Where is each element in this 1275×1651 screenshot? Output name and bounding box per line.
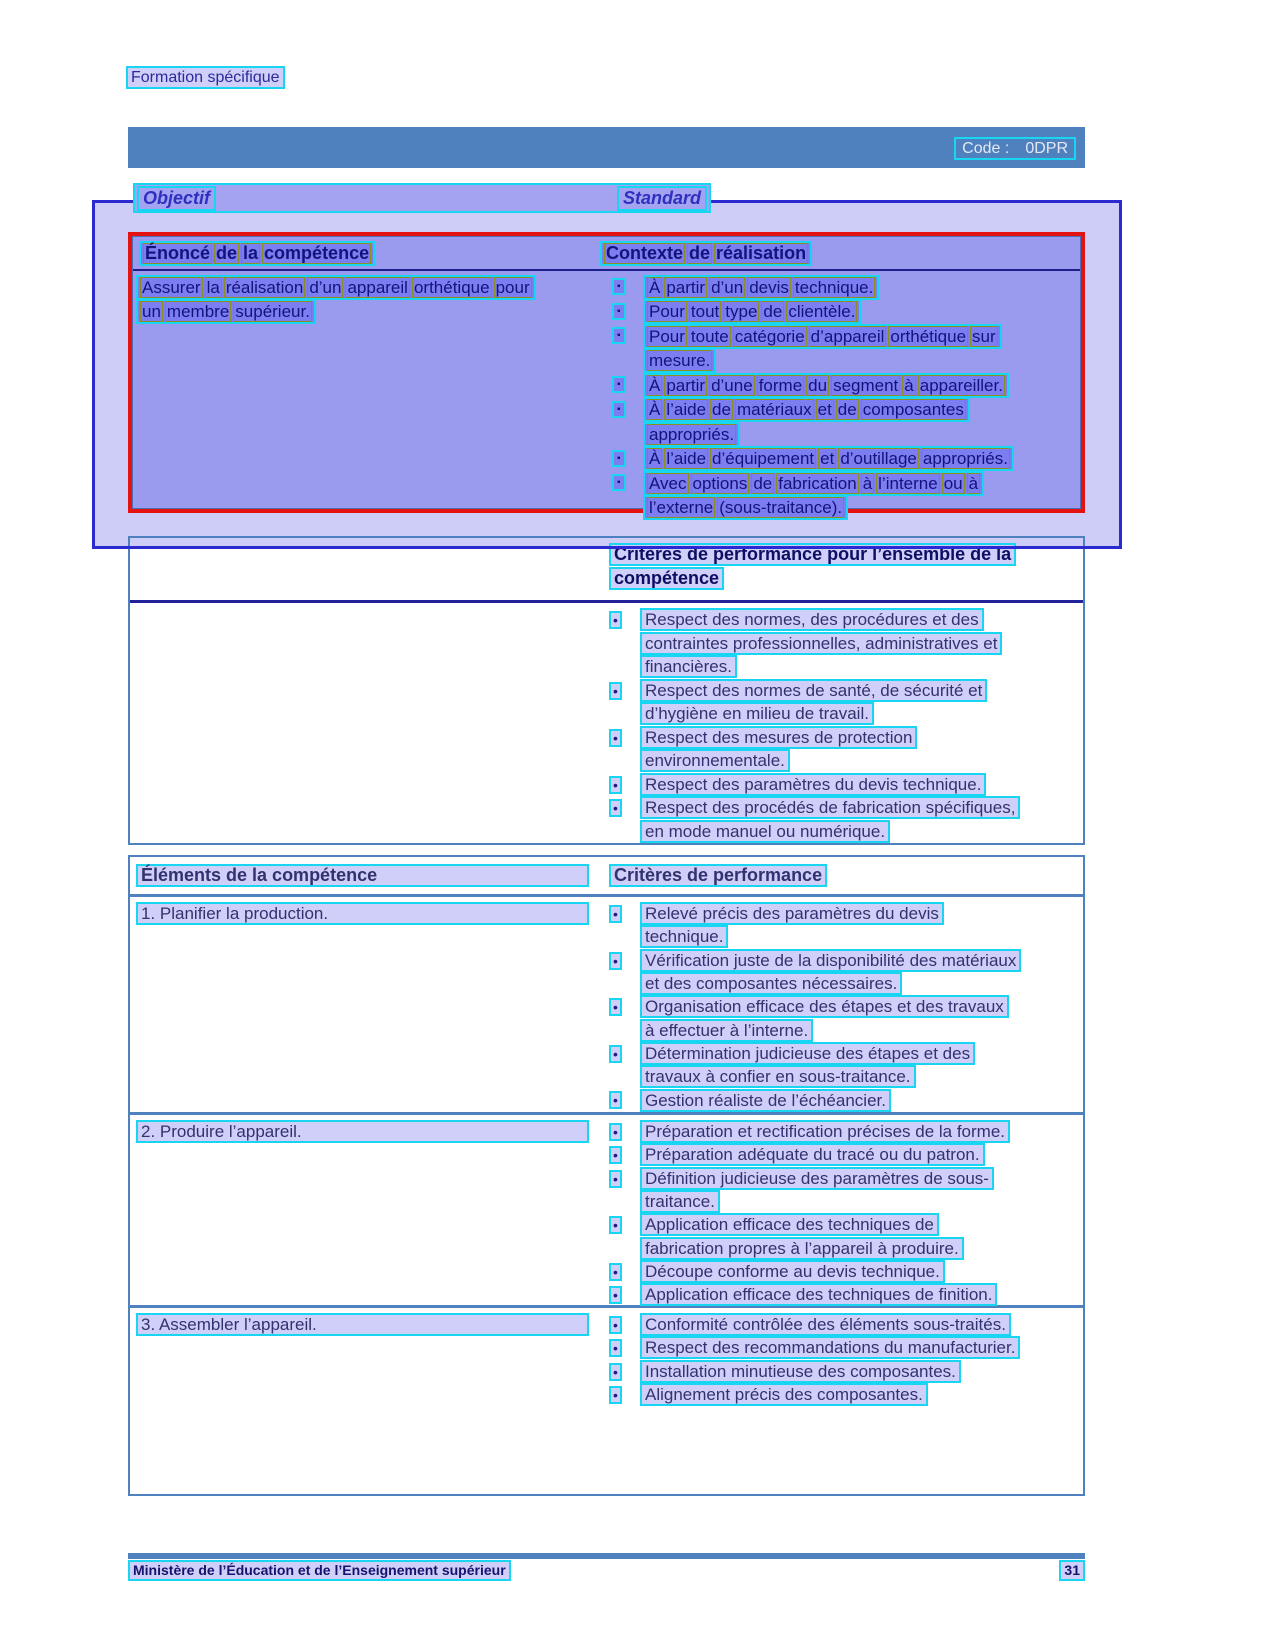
bullet-line [643, 373, 1080, 398]
enonce-header-cell [133, 241, 600, 266]
word-box: Avec [649, 473, 687, 493]
bullet-line [640, 972, 1083, 995]
word-box: de [763, 302, 783, 322]
highlight-box: travaux à confier en sous-traitance. [640, 1065, 916, 1088]
element-line [136, 1313, 597, 1336]
bullet-item [597, 1383, 1083, 1406]
word-box: orthétique [413, 277, 490, 297]
bullet-line [640, 1360, 1083, 1383]
highlight-box: Respect des mesures de protection [640, 726, 917, 749]
highlight-box: technique. [640, 925, 728, 948]
enonce-table [132, 236, 1081, 518]
bullet-icon: • [609, 1339, 622, 1357]
bullet-line [640, 608, 1083, 632]
highlight-box: Alignement précis des composantes. [640, 1383, 928, 1406]
word-box: segment [833, 375, 899, 395]
highlight-box: Définition judicieuse des paramètres de sous- [640, 1167, 994, 1190]
element-label: 1. Planifier la production. [136, 902, 589, 925]
highlight-box [643, 299, 861, 324]
word-box: À [649, 449, 661, 469]
bullet-icon: • [609, 729, 622, 747]
bullet-icon: • [609, 1286, 622, 1304]
text-line [136, 275, 600, 300]
word-box: de [753, 473, 773, 493]
bullet-line [640, 655, 1083, 679]
highlight-box: financières. [640, 655, 737, 678]
bullet-icon: ▪ [612, 376, 626, 393]
highlight-box: d’hygiène en milieu de travail. [640, 702, 874, 725]
highlight-box [643, 275, 879, 300]
bullet-line [640, 995, 1083, 1018]
word-box: mesure. [649, 351, 711, 371]
word-box: de [689, 242, 711, 263]
bullet-line [640, 1313, 1083, 1336]
bullet-item [600, 275, 1080, 300]
elements-header-row [130, 857, 1083, 897]
word-box: l’aide [666, 400, 707, 420]
page-section-label [126, 66, 285, 89]
highlight-box [643, 422, 740, 447]
word-box: appropriés. [649, 424, 735, 444]
contexte-header [600, 241, 812, 266]
element-cell [130, 897, 597, 1112]
word-box: de [837, 400, 857, 420]
enonce-header [139, 241, 375, 266]
highlight-box [643, 348, 716, 373]
footer-rule [128, 1553, 1085, 1559]
criteres-ensemble-cell [597, 608, 1083, 843]
bullet-icon: • [609, 776, 622, 794]
word-box: d’un [711, 277, 744, 297]
bullet-item [597, 1143, 1083, 1166]
bullet-line [640, 773, 1083, 797]
table-row-assembler [130, 1308, 1083, 1406]
bullet-line [640, 1383, 1083, 1406]
word-box: à [862, 473, 873, 493]
word-box: Pour [649, 302, 685, 322]
criteres-ensemble-body-row [130, 603, 1083, 843]
section-heading-row [133, 183, 711, 213]
bullet-icon: • [609, 1316, 622, 1334]
criteres-cell [597, 1115, 1083, 1305]
element-cell [130, 1115, 597, 1305]
criteres-ensemble-header [597, 543, 1083, 600]
bullet-line [640, 702, 1083, 726]
highlight-box [136, 299, 316, 324]
code-label: Code : [962, 140, 1010, 157]
bullet-item [597, 949, 1083, 996]
highlight-box: Installation minutieuse des composantes. [640, 1360, 961, 1383]
word-box: membre [166, 302, 230, 322]
highlight-box: Critères de performance pour l’ensemble de la [609, 543, 1016, 566]
word-box: et [817, 400, 832, 420]
word-box: appareil [347, 277, 408, 297]
text-line [136, 300, 600, 325]
word-box: du [808, 375, 828, 395]
word-box: À [649, 400, 661, 420]
word-box: d’outillage [840, 449, 917, 469]
highlight-box: Préparation adéquate du tracé ou du patron. [640, 1143, 985, 1166]
highlight-box: compétence [609, 567, 724, 590]
highlight-box: Conformité contrôlée des éléments sous-traités. [640, 1313, 1011, 1336]
bullet-item [600, 324, 1080, 373]
criteres-cell [597, 1308, 1083, 1406]
highlight-box: Respect des normes, des procédures et des [640, 608, 984, 631]
text-line [609, 567, 1083, 591]
highlight-box [136, 275, 536, 300]
bullet-icon: • [609, 1386, 622, 1404]
word-box: type [725, 302, 758, 322]
bullet-line [640, 1283, 1083, 1306]
annotation-red-box [128, 232, 1085, 518]
bullet-line [640, 1065, 1083, 1088]
empty-cell [130, 608, 597, 843]
bullet-icon: • [609, 1363, 622, 1381]
bullet-line [640, 1190, 1083, 1213]
standard-heading: Standard [617, 186, 707, 211]
highlight-box: Respect des normes de santé, de sécurité et [640, 679, 987, 702]
empty-cell [130, 543, 597, 600]
word-box: compétence [264, 242, 370, 263]
highlight-box: contraintes professionnelles, administratives et [640, 632, 1002, 655]
word-box: appareiller. [919, 375, 1003, 395]
code-value: 0DPR [1025, 140, 1068, 157]
bullet-icon: ▪ [612, 450, 626, 467]
bullet-item [597, 995, 1083, 1042]
word-box: toute [690, 326, 729, 346]
page-section-label-text: Formation spécifique [126, 66, 285, 89]
bullet-item [597, 773, 1083, 797]
word-box: matériaux [736, 400, 812, 420]
bullet-icon: • [609, 1091, 622, 1109]
bullet-line [640, 949, 1083, 972]
word-box: orthétique [890, 326, 967, 346]
word-box: À [649, 375, 661, 395]
bullet-item [597, 1088, 1083, 1111]
highlight-box [643, 324, 1002, 349]
word-box: Énoncé [145, 242, 211, 263]
bullet-line [640, 1213, 1083, 1236]
word-box: de [216, 242, 238, 263]
word-box: composantes [862, 400, 964, 420]
bullet-icon: • [609, 1045, 622, 1063]
word-box: technique. [794, 277, 874, 297]
criteres-ensemble-table [128, 536, 1085, 845]
highlight-box: Application efficace des techniques de [640, 1213, 939, 1236]
bullet-line [640, 1018, 1083, 1041]
bullet-line [640, 1088, 1083, 1111]
bullet-item [597, 679, 1083, 726]
word-box: tout [690, 302, 720, 322]
highlight-box [643, 495, 848, 520]
contexte-header-cell [600, 241, 1080, 266]
word-box: forme [758, 375, 803, 395]
bullet-line [643, 422, 1080, 447]
bullet-line [640, 902, 1083, 925]
elements-table [128, 855, 1085, 1496]
table-row-produire [130, 1115, 1083, 1308]
bullet-icon: • [609, 1170, 622, 1188]
enonce-body-row [133, 271, 1080, 520]
bullet-line [640, 749, 1083, 773]
word-box: sur [972, 326, 996, 346]
highlight-box [643, 397, 970, 422]
element-label: 3. Assembler l’appareil. [136, 1313, 589, 1336]
highlight-box: Application efficace des techniques de finition. [640, 1283, 997, 1306]
bullet-item [597, 1260, 1083, 1283]
bullet-icon: • [609, 1263, 622, 1281]
highlight-box: et des composantes nécessaires. [640, 972, 902, 995]
footer-text: Ministère de l’Éducation et de l’Enseignement supérieur [128, 1560, 511, 1581]
bullet-icon: ▪ [612, 401, 626, 418]
bullet-line [640, 726, 1083, 750]
bullet-line [643, 447, 1080, 472]
element-line [136, 902, 597, 925]
word-box: un [142, 302, 161, 322]
bullet-line [643, 349, 1080, 374]
bullet-item [600, 398, 1080, 447]
bullet-icon: ▪ [612, 303, 626, 320]
word-box: catégorie [734, 326, 805, 346]
criteres-header: Critères de performance [609, 864, 827, 887]
word-box: à [968, 473, 979, 493]
bullet-icon: ▪ [612, 474, 626, 491]
highlight-box: Relevé précis des paramètres du devis [640, 902, 944, 925]
contexte-cell [600, 275, 1080, 520]
highlight-box: Respect des procédés de fabrication spécifiques, [640, 796, 1020, 819]
elements-header: Éléments de la compétence [136, 864, 589, 887]
page-number: 31 [1059, 1560, 1085, 1581]
word-box: Pour [649, 326, 685, 346]
bullet-line [640, 1336, 1083, 1359]
word-box: à [904, 375, 914, 395]
bullet-item [597, 1167, 1083, 1214]
word-box: d’une [711, 375, 753, 395]
word-box: d’un [309, 277, 342, 297]
bullet-line [643, 471, 1080, 496]
highlight-box: à effectuer à l’interne. [640, 1019, 813, 1042]
bullet-line [640, 1167, 1083, 1190]
word-box: appropriés. [922, 449, 1008, 469]
word-box: la [206, 277, 220, 297]
bullet-item [600, 373, 1080, 398]
bullet-line [640, 1042, 1083, 1065]
elements-header-cell [130, 864, 597, 887]
bullet-item [597, 726, 1083, 773]
bullet-line [640, 1143, 1083, 1166]
bullet-item [597, 1213, 1083, 1260]
bullet-item [600, 471, 1080, 520]
element-label: 2. Produire l’appareil. [136, 1120, 589, 1143]
bullet-line [640, 1120, 1083, 1143]
bullet-item [597, 1336, 1083, 1359]
highlight-box: Préparation et rectification précises de la forme. [640, 1120, 1010, 1143]
bullet-item [597, 1120, 1083, 1143]
bullet-icon: • [609, 952, 622, 970]
bullet-line [640, 679, 1083, 703]
word-box: et [820, 449, 835, 469]
word-box: la [243, 242, 259, 263]
word-box: pour [495, 277, 530, 297]
enonce-cell [133, 275, 600, 520]
element-line [136, 1120, 597, 1143]
highlight-box: Respect des recommandations du manufacturier. [640, 1336, 1020, 1359]
word-box: (sous-traitance). [719, 498, 843, 518]
highlight-box: Vérification juste de la disponibilité des matériaux [640, 949, 1021, 972]
bullet-item [597, 608, 1083, 679]
title-bar [128, 127, 1085, 168]
bullet-line [640, 820, 1083, 844]
bullet-line [643, 398, 1080, 423]
bullet-item [600, 447, 1080, 472]
criteres-cell [597, 897, 1083, 1112]
highlight-box: Détermination judicieuse des étapes et des [640, 1042, 975, 1065]
highlight-box [643, 471, 984, 496]
bullet-icon: • [609, 998, 622, 1016]
word-box: l’aide [666, 449, 707, 469]
highlight-box: Découpe conforme au devis technique. [640, 1260, 945, 1283]
bullet-line [640, 1236, 1083, 1259]
bullet-icon: • [609, 799, 622, 817]
word-box: partir [666, 375, 706, 395]
word-box: supérieur. [235, 302, 310, 322]
word-box: réalisation [716, 242, 807, 263]
highlight-box: Gestion réaliste de l’échéancier. [640, 1089, 891, 1112]
word-box: Assurer [142, 277, 201, 297]
word-box: l’interne [878, 473, 938, 493]
bullet-line [640, 925, 1083, 948]
bullet-line [643, 324, 1080, 349]
highlight-box [643, 446, 1014, 471]
enonce-header-row [133, 237, 1080, 271]
bullet-line [640, 632, 1083, 656]
bullet-line [643, 300, 1080, 325]
word-box: clientèle. [788, 302, 856, 322]
word-box: réalisation [225, 277, 304, 297]
bullet-icon: ▪ [612, 278, 626, 295]
bullet-item [597, 1360, 1083, 1383]
word-box: partir [666, 277, 706, 297]
bullet-line [640, 1260, 1083, 1283]
objectif-heading: Objectif [137, 186, 216, 211]
highlight-box: en mode manuel ou numérique. [640, 820, 890, 843]
bullet-item [597, 1042, 1083, 1089]
word-box: fabrication [778, 473, 857, 493]
highlight-box: fabrication propres à l’appareil à produire. [640, 1237, 964, 1260]
bullet-line [643, 496, 1080, 521]
word-box: À [649, 277, 661, 297]
word-box: d’appareil [810, 326, 885, 346]
highlight-box: Organisation efficace des étapes et des travaux [640, 995, 1009, 1018]
bullet-icon: • [609, 905, 622, 923]
bullet-line [643, 275, 1080, 300]
bullet-icon: • [609, 1146, 622, 1164]
bullet-item [597, 1283, 1083, 1306]
bullet-icon: • [609, 611, 622, 629]
word-box: d’équipement [712, 449, 815, 469]
word-box: l’externe [649, 498, 714, 518]
word-box: ou [943, 473, 963, 493]
code-badge [954, 137, 1076, 160]
bullet-icon: • [609, 682, 622, 700]
word-box: de [712, 400, 731, 420]
element-cell [130, 1308, 597, 1406]
bullet-item [597, 1313, 1083, 1336]
bullet-line [640, 796, 1083, 820]
word-box: devis [749, 277, 789, 297]
criteres-header-cell [597, 864, 1083, 887]
bullet-item [597, 796, 1083, 843]
highlight-box: Respect des paramètres du devis technique. [640, 773, 986, 796]
bullet-item [600, 300, 1080, 325]
word-box: Contexte [606, 242, 684, 263]
table-row-planifier [130, 897, 1083, 1115]
highlight-box [643, 373, 1009, 398]
bullet-icon: ▪ [612, 327, 626, 344]
bullet-item [597, 902, 1083, 949]
word-box: options [692, 473, 748, 493]
highlight-box: environnementale. [640, 749, 790, 772]
bullet-icon: • [609, 1216, 622, 1234]
highlight-box: traitance. [640, 1190, 720, 1213]
bullet-icon: • [609, 1123, 622, 1141]
footer [128, 1560, 1085, 1581]
